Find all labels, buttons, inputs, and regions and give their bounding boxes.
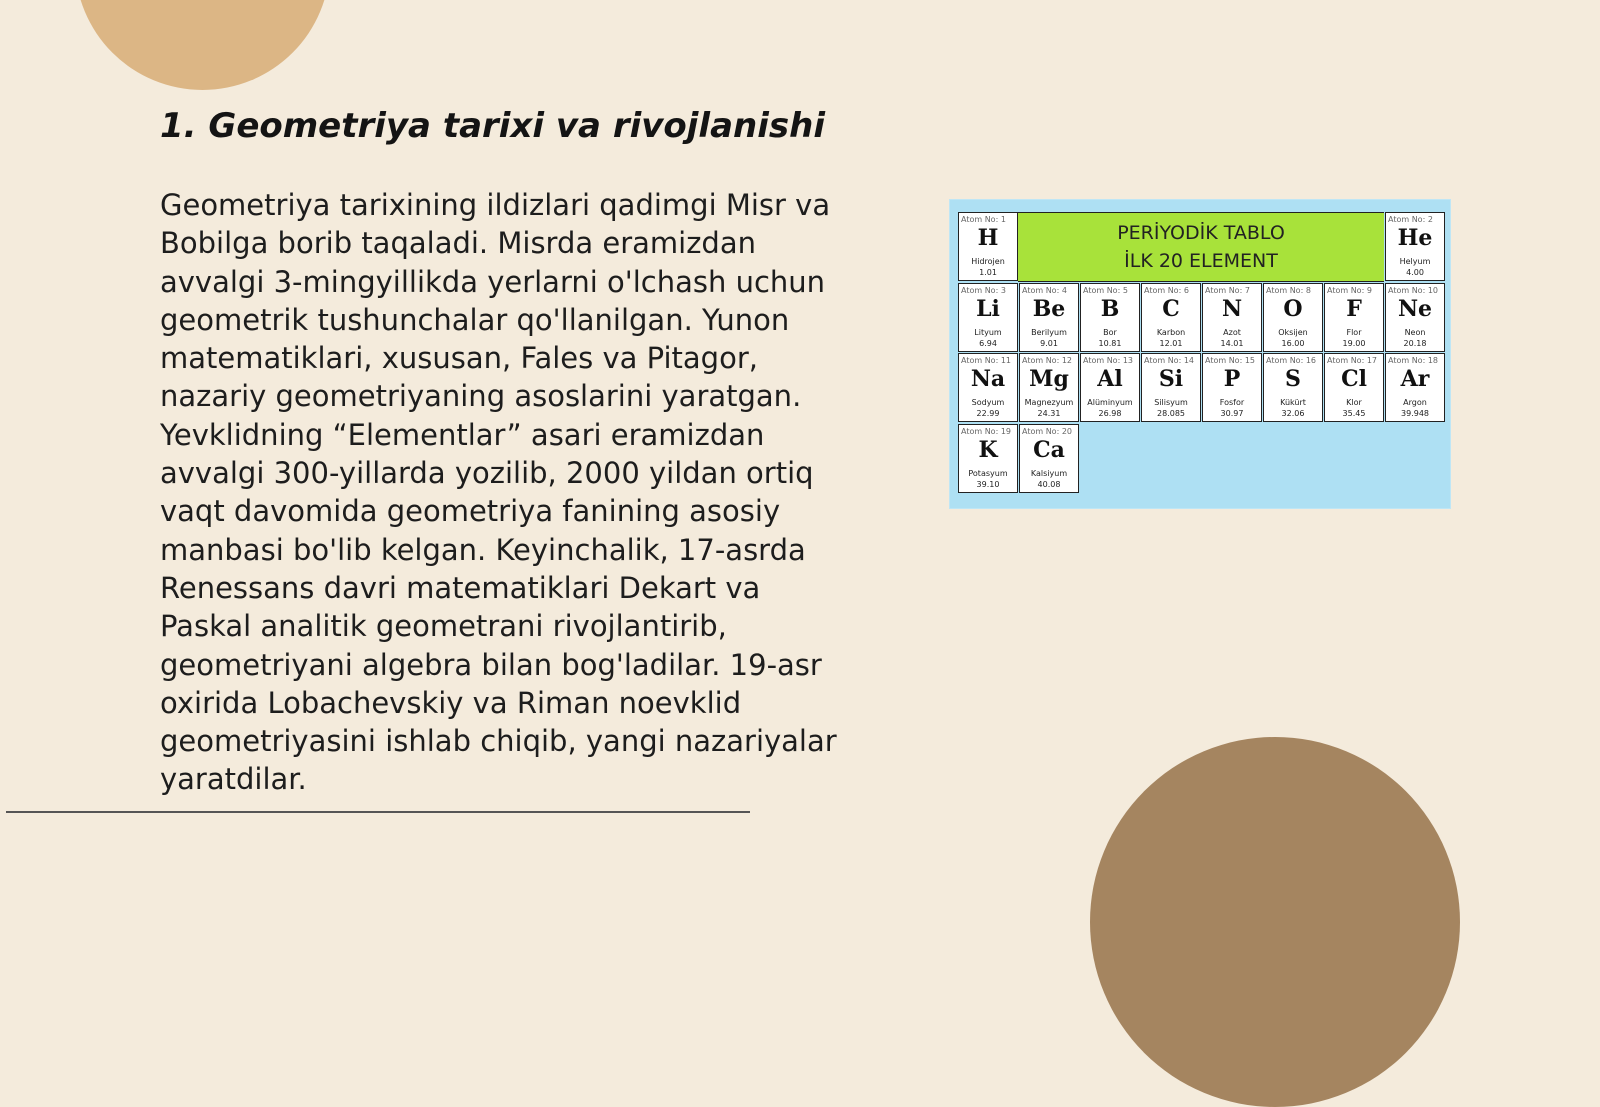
element-cell: [1385, 283, 1445, 352]
element-name: Berilyum: [1031, 327, 1067, 337]
element-weight: 32.06: [1281, 409, 1305, 418]
element-cell: [958, 283, 1018, 352]
element-cell: [1019, 353, 1079, 422]
element-weight: 22.99: [976, 409, 1000, 418]
element-number: Atom No: 6: [1144, 285, 1189, 295]
element-name: Alüminyum: [1087, 398, 1133, 407]
element-weight: 28.085: [1157, 409, 1185, 418]
element-number: Atom No: 2: [1388, 215, 1433, 224]
element-name: Hidrojen: [971, 257, 1005, 266]
element-symbol: Mg: [1029, 366, 1069, 392]
element-symbol: Ca: [1033, 436, 1065, 463]
element-number: Atom No: 13: [1083, 356, 1133, 365]
element-symbol: Si: [1158, 366, 1184, 392]
element-cell: [1324, 283, 1384, 352]
element-weight: 1.01: [979, 268, 997, 277]
element-name: Bor: [1103, 327, 1117, 337]
element-weight: 16.00: [1281, 338, 1305, 348]
element-cell: [1385, 212, 1445, 281]
element-weight: 19.00: [1342, 338, 1366, 348]
slide-body-text: Geometriya tarixining ildizlari qadimgi Misr va Bobilga borib taqaladi. Misrda eramizdan avvalgi 3-mingyillikda yerlarni o'lchash uchun geometrik tushunchalar qo'llanilgan. Yunon matematiklari, xususan, Fales va Pitagor, nazariy geometriyaning asoslarini yaratgan. Yevklidning “Elementlar” asari eramizdan avvalgi 300-yillarda yozilib, 2000 yildan ortiq vaqt davomida geometriya fanining asosiy manbasi bo'lib kelgan. Keyinchalik, 17-asrda Renessans davri matematiklari Dekart va Paskal analitik geometrani rivojlantirib, geometriyani algebra bilan bog'ladilar. 19-asr oxirida Lobachevskiy va Riman noevklid geometriyasini ishlab chiqib, yangi nazariyalar yaratdilar.: [160, 188, 837, 797]
element-number: Atom No: 17: [1327, 356, 1377, 365]
element-number: Atom No: 10: [1388, 285, 1438, 295]
element-symbol: He: [1397, 225, 1433, 251]
element-name: Potasyum: [968, 468, 1008, 478]
slide-title: 1. Geometriya tarixi va rivojlanishi: [160, 106, 825, 146]
element-weight: 30.97: [1220, 409, 1244, 418]
element-symbol: B: [1100, 295, 1120, 322]
element-name: Azot: [1223, 327, 1241, 337]
element-name: Lityum: [974, 327, 1002, 337]
element-number: Atom No: 15: [1205, 356, 1255, 365]
element-name: Karbon: [1156, 327, 1186, 337]
element-weight: 26.98: [1098, 409, 1122, 418]
element-symbol: P: [1223, 366, 1241, 392]
element-symbol: Ne: [1397, 295, 1433, 322]
element-weight: 35.45: [1342, 409, 1366, 418]
divider-line: [6, 811, 750, 813]
element-name: Silisyum: [1154, 398, 1188, 407]
element-number: Atom No: 20: [1022, 426, 1072, 436]
element-weight: 9.01: [1040, 338, 1058, 348]
element-cell: [1385, 353, 1445, 422]
element-cell: [1263, 353, 1323, 422]
periodic-table-image: [950, 200, 1450, 508]
element-symbol: Be: [1032, 295, 1066, 322]
element-number: Atom No: 14: [1144, 356, 1194, 365]
element-symbol: F: [1346, 295, 1362, 322]
element-symbol: K: [978, 436, 998, 463]
element-symbol: Li: [976, 295, 1000, 322]
element-number: Atom No: 8: [1266, 285, 1311, 295]
element-symbol: Al: [1097, 366, 1123, 392]
element-weight: 4.00: [1406, 268, 1424, 277]
element-cell: [1080, 283, 1140, 352]
element-symbol: S: [1285, 366, 1301, 392]
element-name: Kalsiyum: [1030, 468, 1068, 478]
element-number: Atom No: 5: [1083, 285, 1128, 295]
element-weight: 20.18: [1403, 338, 1427, 348]
element-weight: 24.31: [1037, 409, 1061, 418]
element-cell: [1202, 283, 1262, 352]
element-number: Atom No: 18: [1388, 356, 1438, 365]
element-cell: [958, 212, 1018, 281]
element-weight: 14.01: [1220, 338, 1244, 348]
element-weight: 6.94: [979, 338, 997, 348]
element-symbol: C: [1162, 295, 1180, 322]
element-cell: [1019, 283, 1079, 352]
banner-line-2: İLK 20 ELEMENT: [1124, 250, 1278, 272]
element-cell: [1080, 353, 1140, 422]
element-name: Argon: [1403, 398, 1427, 407]
element-name: Kükürt: [1280, 398, 1306, 407]
element-number: Atom No: 3: [961, 285, 1006, 295]
element-symbol: O: [1283, 295, 1303, 322]
element-symbol: N: [1221, 295, 1243, 322]
element-weight: 12.01: [1159, 338, 1183, 348]
element-number: Atom No: 4: [1022, 285, 1067, 295]
element-cell: [1202, 353, 1262, 422]
element-number: Atom No: 1: [961, 215, 1006, 224]
element-name: Oksijen: [1278, 327, 1308, 337]
element-name: Magnezyum: [1024, 398, 1074, 407]
element-cell: [958, 424, 1018, 493]
element-weight: 39.10: [976, 479, 1000, 489]
element-name: Fosfor: [1219, 398, 1245, 407]
element-name: Neon: [1404, 327, 1426, 337]
element-weight: 39.948: [1401, 409, 1429, 418]
element-name: Sodyum: [971, 398, 1005, 407]
element-name: Helyum: [1399, 257, 1431, 266]
element-cell: [1263, 283, 1323, 352]
element-name: Klor: [1346, 398, 1362, 407]
element-symbol: H: [977, 225, 999, 251]
element-cell: [1324, 353, 1384, 422]
element-symbol: Cl: [1341, 366, 1367, 392]
element-cell: [1019, 424, 1079, 493]
element-name: Flor: [1346, 327, 1362, 337]
element-number: Atom No: 11: [961, 356, 1011, 365]
element-number: Atom No: 12: [1022, 356, 1072, 365]
element-cell: [1141, 353, 1201, 422]
element-symbol: Ar: [1400, 366, 1430, 392]
element-number: Atom No: 19: [961, 426, 1011, 436]
banner-line-1: PERİYODİK TABLO: [1117, 222, 1285, 244]
element-number: Atom No: 9: [1327, 285, 1372, 295]
periodic-table-banner: [1018, 212, 1384, 282]
element-number: Atom No: 7: [1205, 285, 1250, 295]
element-number: Atom No: 16: [1266, 356, 1316, 365]
decorative-circle-top: [75, 0, 330, 90]
element-weight: 40.08: [1037, 479, 1061, 489]
element-weight: 10.81: [1098, 338, 1122, 348]
element-cell: [958, 353, 1018, 422]
element-symbol: Na: [970, 366, 1006, 392]
element-cell: [1141, 283, 1201, 352]
decorative-circle-bottom: [1090, 737, 1460, 1107]
